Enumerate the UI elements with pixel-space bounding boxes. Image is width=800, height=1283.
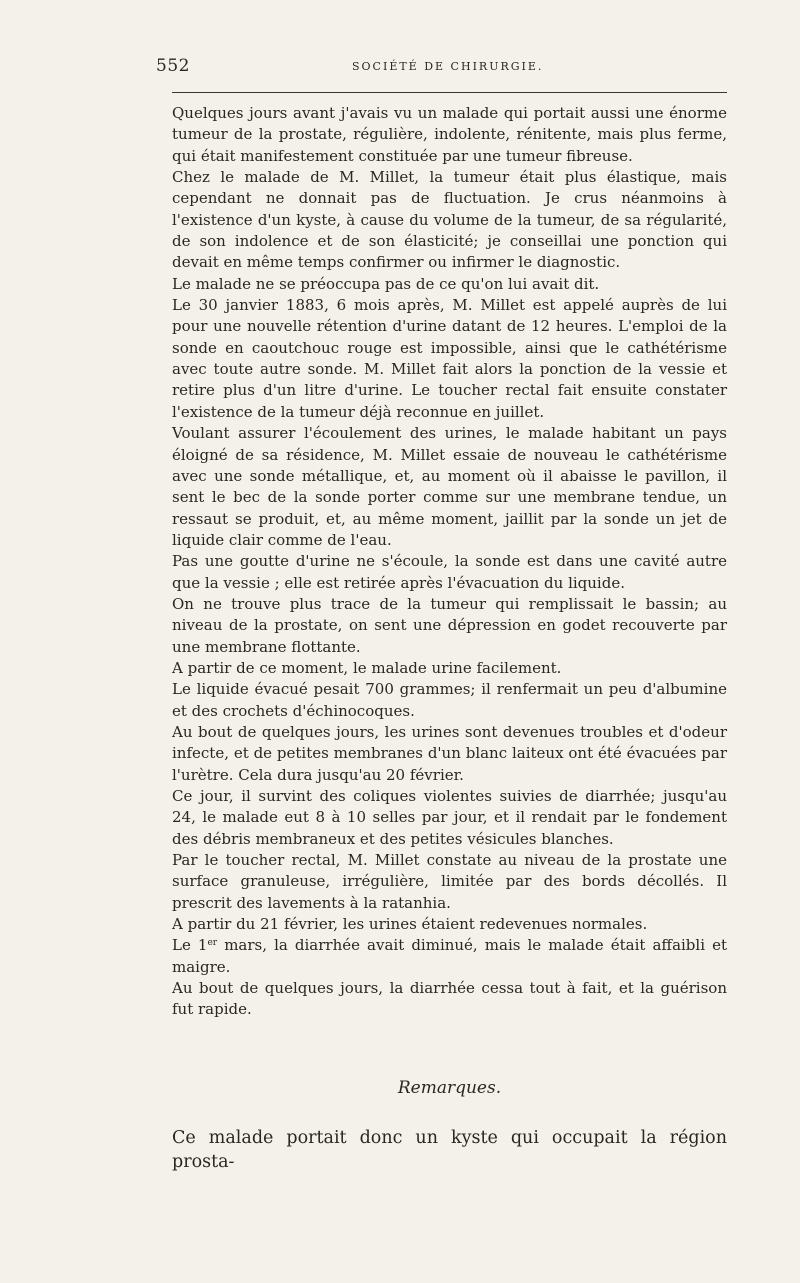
paragraph-5: Voulant assurer l'écoulement des urines, le malade habitant un pays éloigné de sa résidence, M. Millet essaie de nouveau le cathétérisme avec une sonde métallique, et, au moment où il abaisse le pavillon, il sent le bec de la sonde porter comme sur une membrane tendue, un ressaut se produit, et, au même moment, jaillit par la sonde un jet de liquide clair comme de l'eau.	[172, 424, 727, 549]
body-text	[172, 103, 727, 1021]
paragraph-14-prefix: Le 1	[172, 936, 208, 955]
paragraph-9: Le liquide évacué pesait 700 grammes; il renfermait un peu d'albumine et des crochets d'échinocoques.	[172, 680, 727, 720]
page-number: 552	[156, 56, 190, 76]
paragraph-15: Au bout de quelques jours, la diarrhée cessa tout à fait, et la guérison fut rapide.	[172, 979, 727, 1019]
paragraph-6: Pas une goutte d'urine ne s'écoule, la sonde est dans une cavité autre que la vessie ; elle est retirée après l'évacuation du liquide.	[172, 552, 727, 592]
paragraph-12: Par le toucher rectal, M. Millet constate au niveau de la prostate une surface granuleuse, irrégulière, limitée par des bords décollés. Il prescrit des lavements à la ratanhia.	[172, 851, 727, 912]
paragraph-7: On ne trouve plus trace de la tumeur qui remplissait le bassin; au niveau de la prostate, on sent une dépression en godet recouverte par une membrane flottante.	[172, 594, 727, 656]
paragraph-11: Ce jour, il survint des coliques violentes suivies de diarrhée; jusqu'au 24, le malade eut 8 à 10 selles par jour, et il rendait par le fondement des débris membraneux et des petites vésicules blanches.	[172, 787, 727, 848]
paragraph-14-text: mars, la diarrhée avait diminué, mais le malade était affaibli et maigre.	[172, 936, 727, 976]
paragraph-13: A partir du 21 février, les urines étaient redevenues normales.	[172, 915, 648, 934]
superscript-er: er	[207, 938, 218, 949]
running-header	[156, 56, 726, 82]
paragraph-1: Quelques jours avant j'avais vu un malade qui portait aussi une énorme tumeur de la prostate, régulière, indolente, rénitente, mais plus ferme, qui était manifestement constituée par une tumeur fibreuse.	[172, 104, 727, 165]
paragraph-8: A partir de ce moment, le malade urine facilement.	[172, 658, 562, 677]
running-title: SOCIÉTÉ DE CHIRURGIE.	[352, 60, 544, 73]
paragraph-10: Au bout de quelques jours, les urines sont devenues troubles et d'odeur infecte, et de petites membranes d'un blanc laiteux ont été évacuées par l'urètre. Cela dura jusqu'au 20 février.	[172, 722, 727, 784]
paragraph-14	[172, 935, 727, 978]
paragraph-4: Le 30 janvier 1883, 6 mois après, M. Millet est appelé auprès de lui pour une nouvelle rétention d'urine datant de 12 heures. L'emploi de la sonde en caoutchouc rouge est impossible, ainsi que le cathétérisme avec toute autre sonde. M. Millet fait alors la ponction de la vessie et retire plus d'un litre d'urine. Le toucher rectal fait ensuite constater l'existence de la tumeur déjà reconnue en juillet.	[172, 296, 727, 421]
paragraph-3: Le malade ne se préoccupa pas de ce qu'on lui avait dit.	[172, 274, 600, 293]
closing-line: Ce malade portait donc un kyste qui occupait la région prosta-	[172, 1128, 727, 1172]
header-rule	[172, 92, 727, 93]
paragraph-2: Chez le malade de M. Millet, la tumeur était plus élastique, mais cependant ne donnait pas de fluctuation. Je crus néanmoins à l'existence d'un kyste, à cause du volume de la tumeur, de sa régularité, de son indolence et de son élasticité; je conseillai une ponction qui devait en même temps confirmer ou infirmer le diagnostic.	[172, 168, 727, 272]
section-heading: Remarques.	[397, 1078, 502, 1098]
